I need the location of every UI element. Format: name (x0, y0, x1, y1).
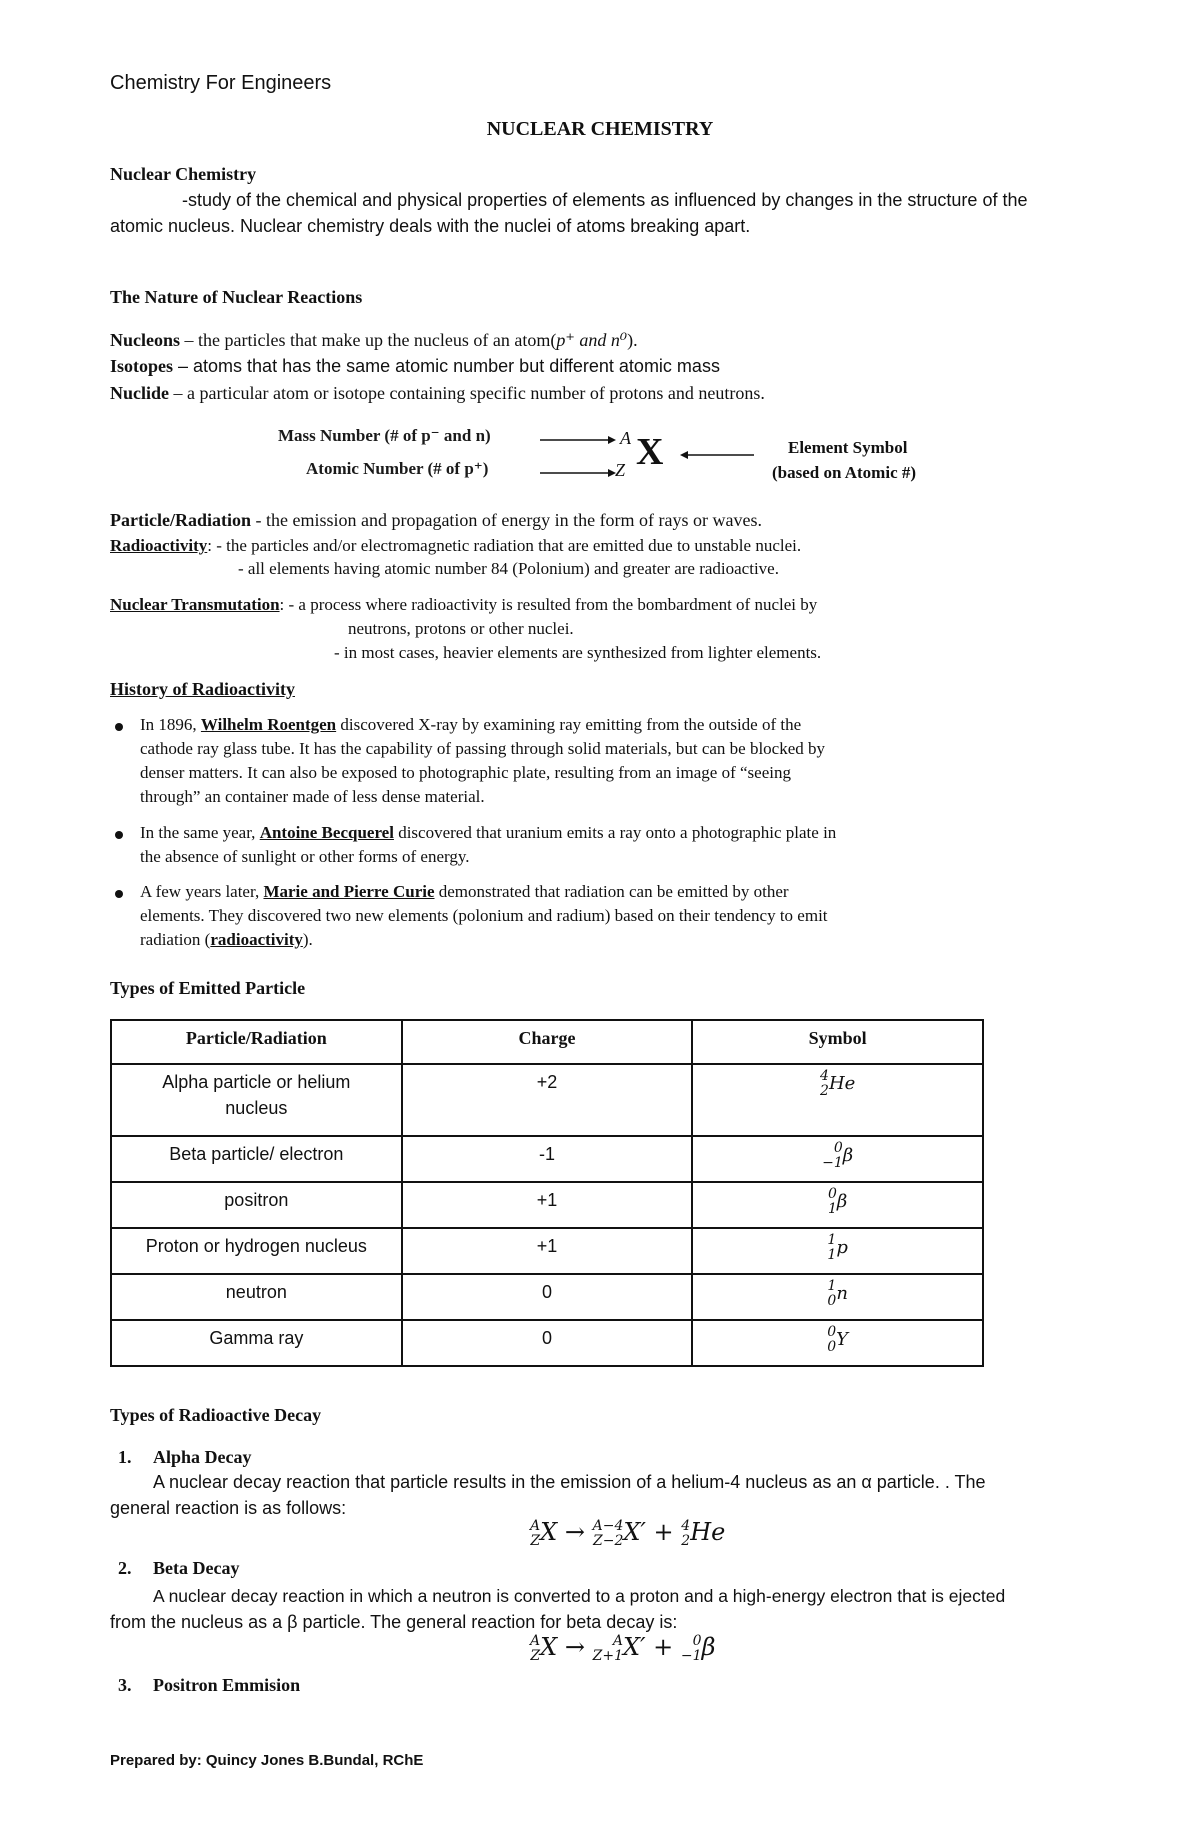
sym-num: 1 (827, 1201, 837, 1217)
b1-l2: cathode ray glass tube. It has the capability of passing through solid materials, but can be blocked by (140, 739, 826, 758)
eq-plus: + (653, 1633, 674, 1661)
mass-number-label: Mass Number (# of p⁻ and n) (278, 426, 491, 445)
nature-heading: The Nature of Nuclear Reactions (110, 287, 363, 307)
particle-radiation-def (110, 507, 762, 533)
b3-name: Marie and Pierre Curie (263, 882, 435, 901)
element-symbol: X (636, 431, 664, 473)
alpha-line-2: general reaction is as follows: (110, 1498, 347, 1518)
atomic-symbol: Z (615, 460, 626, 480)
alpha-num: 1. (118, 1447, 132, 1467)
table-row (111, 1320, 983, 1366)
sym-letter: p (836, 1237, 848, 1258)
nuclide-text: – a particular atom or isotope containing specific number of protons and neutrons. (169, 383, 765, 403)
sym-mass: 1 (827, 1232, 837, 1248)
sym-mass: 0 (827, 1186, 837, 1202)
particle-charge: 0 (402, 1320, 693, 1366)
sym-mass: 0 (833, 1140, 843, 1156)
b2-name: Antoine Becquerel (259, 823, 394, 842)
element-label-2: (based on Atomic #) (772, 463, 917, 482)
eq-a: A (612, 1632, 623, 1649)
b3-l3pre: radiation ( (140, 930, 211, 949)
beta-line-2: from the nucleus as a β particle. The general reaction for beta decay is: (110, 1612, 678, 1632)
eq-z1: Z+1 (592, 1647, 623, 1664)
col-header: Charge (402, 1020, 693, 1064)
sym-num: 0 (827, 1293, 837, 1309)
positron-title: Positron Emmision (153, 1675, 301, 1695)
particle-symbol (692, 1320, 983, 1366)
element-label-1: Element Symbol (788, 438, 908, 457)
beta-title: Beta Decay (153, 1558, 240, 1578)
sym-num: 1 (827, 1247, 837, 1263)
particle-symbol (692, 1182, 983, 1228)
eq-m1: −1 (680, 1647, 702, 1664)
nucleons-term: Nucleons (110, 330, 181, 350)
sym-mass: 0 (827, 1324, 837, 1340)
eq-arrow: → (564, 1518, 585, 1546)
table-row (111, 1182, 983, 1228)
radio-text-1: : - the particles and/or electromagnetic radiation that are emitted due to unstable nuclei. (207, 536, 802, 555)
b3-l3word: radioactivity (210, 930, 303, 949)
eq-a: A (530, 1517, 541, 1534)
particle-symbol (692, 1136, 983, 1182)
eq-zero: 0 (692, 1632, 702, 1649)
alpha-title: Alpha Decay (153, 1447, 252, 1467)
col-header: Particle/Radiation (111, 1020, 402, 1064)
b3-l1: demonstrated that radiation can be emitted by other (434, 882, 789, 901)
bullet-dot (115, 723, 123, 731)
beta-num: 2. (118, 1558, 132, 1578)
b3-l3end: ). (302, 930, 313, 949)
sym-mass: 4 (820, 1068, 829, 1084)
nucleons-end: ). (627, 330, 638, 350)
eq-z: Z (530, 1647, 541, 1664)
positron-num: 3. (118, 1675, 132, 1695)
sym-letter: Y (836, 1329, 849, 1350)
beta-line-1: A nuclear decay reaction in which a neutron is converted to a proton and a high-energy electron that is ejected (153, 1586, 1006, 1606)
bullet-dot (115, 890, 123, 898)
table-row (111, 1064, 983, 1136)
particle-charge: 0 (402, 1274, 693, 1320)
particle-name-text: Alpha particle or helium nucleus (162, 1072, 351, 1118)
page-title: NUCLEAR CHEMISTRY (486, 118, 714, 140)
table-row (111, 1274, 983, 1320)
particle-symbol (692, 1274, 983, 1320)
history-bullet-3 (140, 880, 828, 952)
mass-symbol: A (620, 428, 631, 448)
eq-four: 4 (681, 1517, 691, 1534)
b3-pre: A few years later, (140, 882, 264, 901)
b1-name: Wilhelm Roentgen (200, 715, 337, 734)
alpha-line-1: A nuclear decay reaction that particle results in the emission of a helium-4 nucleus as an α particle. . The (153, 1472, 986, 1492)
nuclide-term: Nuclide (110, 383, 170, 403)
particle-name: Gamma ray (111, 1320, 402, 1366)
b1-l1: discovered X-ray by examining ray emitting from the outside of the (336, 715, 802, 734)
eq-x: X (540, 1633, 558, 1661)
particle-name: Beta particle/ electron (111, 1136, 402, 1182)
nuclide-def (110, 380, 765, 406)
isotopes-def (110, 353, 720, 379)
atomic-number-label: Atomic Number (# of p⁺) (306, 459, 489, 478)
sym-letter: β (842, 1145, 854, 1166)
course-header: Chemistry For Engineers (110, 72, 332, 94)
beta-equation (530, 1633, 715, 1664)
b2-l2: the absence of sunlight or other forms of energy. (140, 847, 470, 866)
emitted-particles-table (110, 1019, 984, 1367)
decay-heading: Types of Radioactive Decay (110, 1405, 322, 1425)
radio-text-2: - all elements having atomic number 84 (Polonium) and greater are radioactive. (238, 559, 779, 578)
eq-xp: X′ (622, 1633, 646, 1661)
isotopes-term: Isotopes (110, 356, 174, 376)
trans-text-1: : - a process where radioactivity is resulted from the bombardment of nuclei by (279, 595, 818, 614)
particle-name: positron (111, 1182, 402, 1228)
history-heading: History of Radioactivity (110, 679, 295, 699)
sym-letter: He (828, 1073, 856, 1094)
particle-symbol (692, 1064, 983, 1136)
sym-letter: n (836, 1283, 848, 1304)
b2-l1: discovered that uranium emits a ray onto a photographic plate in (393, 823, 837, 842)
nucleons-text: – the particles that make up the nucleus of an atom( (180, 330, 557, 350)
b1-l3: denser matters. It can also be exposed to photographic plate, resulting from an image of “seeing (140, 763, 791, 782)
eq-arrow: → (564, 1633, 585, 1661)
nucleons-def (110, 327, 638, 353)
pr-text: - the emission and propagation of energy in the form of rays or waves. (250, 510, 763, 530)
eq-a: A (530, 1632, 541, 1649)
particles-heading: Types of Emitted Particle (110, 978, 306, 998)
radio-term: Radioactivity (110, 536, 208, 555)
table-row (111, 1136, 983, 1182)
particle-charge: +2 (402, 1064, 693, 1136)
eq-xp: X′ (623, 1518, 646, 1546)
pr-term: Particle/Radiation (110, 510, 251, 530)
particle-symbol (692, 1228, 983, 1274)
particle-name (111, 1064, 402, 1136)
trans-text-3: - in most cases, heavier elements are synthesized from lighter elements. (334, 643, 822, 662)
sym-letter: β (836, 1191, 848, 1212)
eq-x: X (540, 1518, 558, 1546)
history-bullet-1 (140, 713, 825, 809)
sym-num: −1 (822, 1155, 843, 1171)
b1-pre: In 1896, (140, 715, 201, 734)
eq-two: 2 (681, 1532, 691, 1549)
eq-a4: A−4 (592, 1517, 624, 1534)
eq-z2: Z−2 (592, 1532, 624, 1549)
intro-line-1: -study of the chemical and physical properties of elements as influenced by changes in the structure of the (182, 190, 1028, 210)
sym-num: 2 (820, 1083, 829, 1099)
b2-pre: In the same year, (140, 823, 260, 842)
particle-charge: +1 (402, 1228, 693, 1274)
bullet-dot (115, 831, 123, 839)
b1-l4: through” an container made of less dense material. (140, 787, 485, 806)
isotopes-text: – atoms that has the same atomic number but different atomic mass (173, 356, 720, 376)
b3-l2: elements. They discovered two new elements (polonium and radium) based on their tendency to emit (140, 906, 828, 925)
prepared-by: Prepared by: Quincy Jones B.Bundal, RChE (110, 1752, 424, 1769)
nucleons-math: p⁺ and n⁰ (556, 330, 628, 350)
particle-name: Proton or hydrogen nucleus (111, 1228, 402, 1274)
trans-term: Nuclear Transmutation (110, 595, 280, 614)
intro-line-2: atomic nucleus. Nuclear chemistry deals with the nuclei of atoms breaking apart. (110, 216, 751, 236)
alpha-equation (530, 1518, 725, 1549)
eq-he: He (690, 1518, 726, 1546)
intro-term: Nuclear Chemistry (110, 164, 257, 184)
trans-text-2: neutrons, protons or other nuclei. (348, 619, 574, 638)
history-bullet-2 (140, 821, 836, 869)
transmutation-def (110, 592, 817, 618)
particle-name: neutron (111, 1274, 402, 1320)
col-header: Symbol (692, 1020, 983, 1064)
particle-charge: +1 (402, 1182, 693, 1228)
sym-mass: 1 (827, 1278, 837, 1294)
eq-beta: β (701, 1633, 716, 1661)
particle-charge: -1 (402, 1136, 693, 1182)
eq-plus: + (653, 1518, 674, 1546)
table-row (111, 1228, 983, 1274)
eq-z: Z (530, 1532, 541, 1549)
sym-num: 0 (827, 1339, 837, 1355)
